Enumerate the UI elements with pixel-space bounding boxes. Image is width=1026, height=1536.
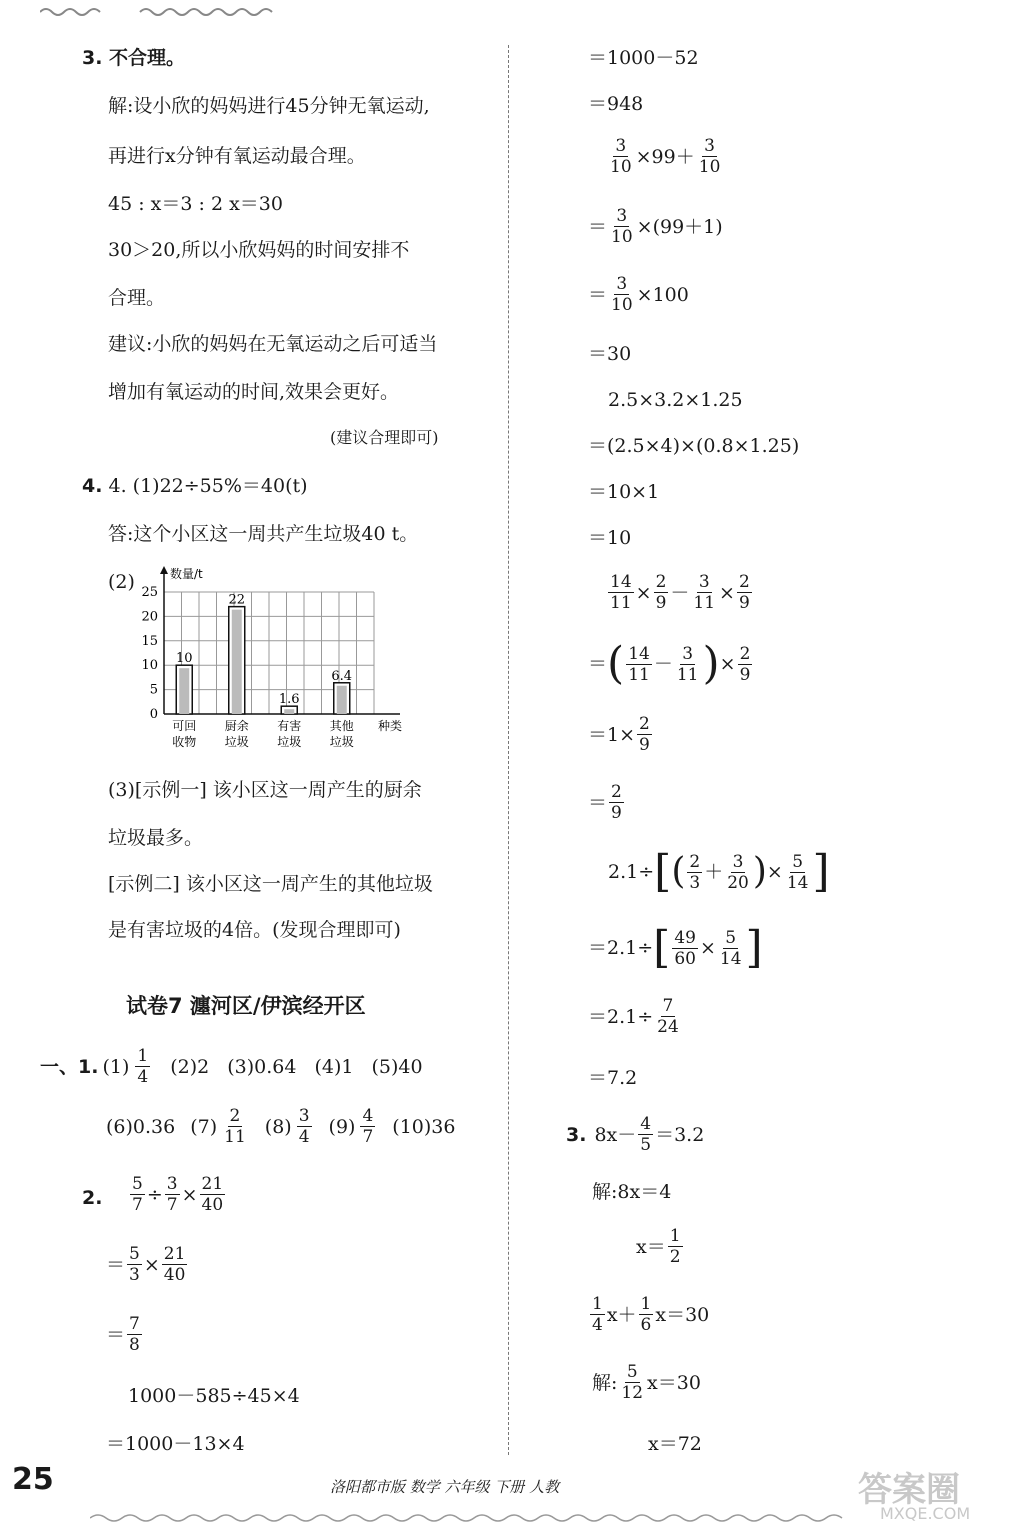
item-10: (10)36	[392, 1115, 456, 1138]
y-axis-arrow	[160, 566, 168, 574]
q3-line1: 解:设小欣的妈妈进行45分钟无氧运动,	[108, 95, 430, 117]
item-6: (6)0.36	[106, 1115, 176, 1138]
fraction: $\frac{1}{4}$	[137, 1046, 149, 1087]
r-line3: $\frac{3}{10}$ ×99＋ $\frac{3}{10}$	[610, 136, 721, 177]
x-category-label: 垃圾	[224, 735, 249, 749]
item-8: (8)	[264, 1115, 292, 1138]
bar-fill	[337, 686, 347, 714]
q4-heading: 4. 4. (1)22÷55%＝40(t)	[82, 475, 308, 497]
s2-expression-4: 1000－585÷45×4	[128, 1385, 300, 1407]
item-9: (9)	[328, 1115, 356, 1138]
x-category-label: 有害	[277, 719, 302, 733]
q4-part2-label: (2)	[108, 571, 135, 593]
r-line11: $\frac{14}{11}$ × $\frac{2}{9}$ － $\frac{3}{11}$ × $\frac{2}{9}$	[610, 572, 750, 613]
fraction: $\frac{4}{7}$	[362, 1106, 374, 1147]
s2-expression-2: ＝ $\frac{5}{3}$ × $\frac{21}{40}$	[106, 1244, 186, 1285]
q4-part3-line4: 是有害垃圾的4倍。(发现合理即可)	[108, 919, 401, 941]
bottom-wave-decoration	[90, 1510, 850, 1526]
x-category-label: 可回	[172, 719, 197, 733]
y-tick-label: 0	[149, 707, 158, 722]
q3-line2: 再进行x分钟有氧运动最合理。	[108, 145, 366, 167]
q4-answer: 答:这个小区这一周共产生垃圾40 t。	[108, 523, 419, 545]
q3-line3: 45 : x＝3 : 2 x＝30	[108, 193, 283, 215]
item-2: (2)2	[170, 1055, 210, 1078]
garbage-bar-chart	[136, 562, 416, 762]
y-tick-label: 5	[149, 682, 158, 698]
x-axis-label: 种类	[377, 719, 403, 733]
q4-part3-line2: 垃圾最多。	[108, 827, 204, 849]
data-label: 10	[175, 651, 193, 667]
q3-note: (建议合理即可)	[330, 428, 439, 447]
section1-prefix: 一、1.	[40, 1055, 99, 1078]
footer-info: 洛阳都市版 数学 六年级 下册 人教	[330, 1478, 560, 1496]
q3-line6: 建议:小欣的妈妈在无氧运动之后可适当	[108, 333, 438, 355]
item-4: (4)1	[314, 1055, 354, 1078]
y-tick-label: 25	[141, 585, 158, 600]
section2-prefix: 2.	[82, 1187, 103, 1209]
r-line4: ＝ $\frac{3}{10}$ ×(99＋1)	[588, 206, 723, 247]
q3-line7: 增加有氧运动的时间,效果会更好。	[108, 381, 400, 403]
r-line12: ＝ ( $\frac{14}{11}$ － $\frac{3}{11}$ ) × $\frac{2}{9}$	[588, 638, 751, 689]
r-line18: ＝7.2	[588, 1067, 638, 1089]
r-line13: ＝1× $\frac{2}{9}$	[588, 714, 650, 755]
x-category-label: 其他	[329, 719, 354, 733]
section1-row1	[40, 1046, 423, 1087]
r-line10: ＝10	[588, 527, 632, 549]
r-q3-line1: 解:8x＝4	[592, 1181, 672, 1203]
r-q3-line5: x＝72	[648, 1433, 702, 1455]
r-line8: ＝(2.5×4)×(0.8×1.25)	[588, 435, 800, 457]
r-line15: 2.1÷ [ ( $\frac{2}{3}$ ＋ $\frac{3}{20}$ ) × $\frac{5}{14}$ ]	[608, 846, 830, 897]
q3-line5: 合理。	[108, 287, 166, 309]
item-7: (7)	[190, 1115, 218, 1138]
r-q3-line3: $\frac{1}{4}$ x＋ $\frac{1}{6}$ x＝30	[592, 1294, 710, 1335]
section1-row2	[106, 1106, 455, 1147]
r-line5: ＝ $\frac{3}{10}$ ×100	[588, 274, 689, 315]
bar-fill	[179, 668, 189, 714]
x-category-label: 厨余	[224, 719, 249, 733]
y-tick-label: 15	[141, 633, 158, 649]
r-line17: ＝2.1÷ $\frac{7}{24}$	[588, 996, 679, 1037]
watermark-url: MXQE.COM	[880, 1504, 971, 1523]
y-tick-label: 20	[141, 609, 158, 625]
s2-expression-1: $\frac{5}{7}$ ÷ $\frac{3}{7}$ × $\frac{21}{40}$	[132, 1174, 224, 1215]
item-1: (1)	[102, 1055, 130, 1078]
r-q3-line2: x＝ $\frac{1}{2}$	[636, 1226, 681, 1267]
r-q3-line4: 解: $\frac{5}{12}$ x＝30	[592, 1362, 701, 1403]
fraction: $\frac{2}{11}$	[224, 1106, 246, 1147]
r-line14: ＝ $\frac{2}{9}$	[588, 782, 622, 823]
fraction: $\frac{3}{4}$	[298, 1106, 310, 1147]
s2-expression-3: ＝ $\frac{7}{8}$	[106, 1314, 140, 1355]
data-label: 6.4	[331, 668, 353, 684]
watermark-logo: 答案圈	[858, 1470, 960, 1510]
r-line16: ＝2.1÷ [ $\frac{49}{60}$ × $\frac{5}{14}$ ]	[588, 922, 763, 973]
x-category-label: 垃圾	[329, 735, 354, 749]
y-axis-label: 数量/t	[170, 567, 203, 581]
x-category-label: 垃圾	[277, 735, 302, 749]
q3-line4: 30＞20,所以小欣妈妈的时间安排不	[108, 239, 410, 261]
bar-fill	[232, 610, 242, 714]
paper7-title: 试卷7 瀍河区/伊滨经开区	[126, 994, 366, 1018]
top-wave-decoration	[40, 4, 280, 18]
data-label: 1.6	[278, 692, 300, 708]
r-line9: ＝10×1	[588, 481, 660, 503]
item-3: (3)0.64	[227, 1055, 297, 1078]
q4-part3-line1: (3)[示例一] 该小区这一周产生的厨余	[108, 779, 422, 801]
q3-heading: 3. 不合理。	[82, 47, 186, 69]
column-divider	[508, 45, 509, 1455]
r-q3-heading: 3. 8x－ $\frac{4}{5}$ ＝3.2	[566, 1114, 705, 1155]
data-label: 22	[228, 592, 246, 608]
x-category-label: 收物	[172, 735, 197, 749]
s2-expression-5: ＝1000－13×4	[106, 1433, 245, 1455]
y-tick-label: 10	[141, 658, 158, 674]
r-line7: 2.5×3.2×1.25	[608, 389, 743, 411]
q4-part3-line3: [示例二] 该小区这一周产生的其他垃圾	[108, 873, 433, 895]
r-line1: ＝1000－52	[588, 47, 699, 69]
q4-calc: 4. (1)22÷55%＝40(t)	[108, 475, 308, 497]
bar-fill	[284, 709, 294, 714]
r-line6: ＝30	[588, 343, 632, 365]
r-line2: ＝948	[588, 93, 644, 115]
page-number: 25	[12, 1462, 54, 1497]
item-5: (5)40	[371, 1055, 423, 1078]
